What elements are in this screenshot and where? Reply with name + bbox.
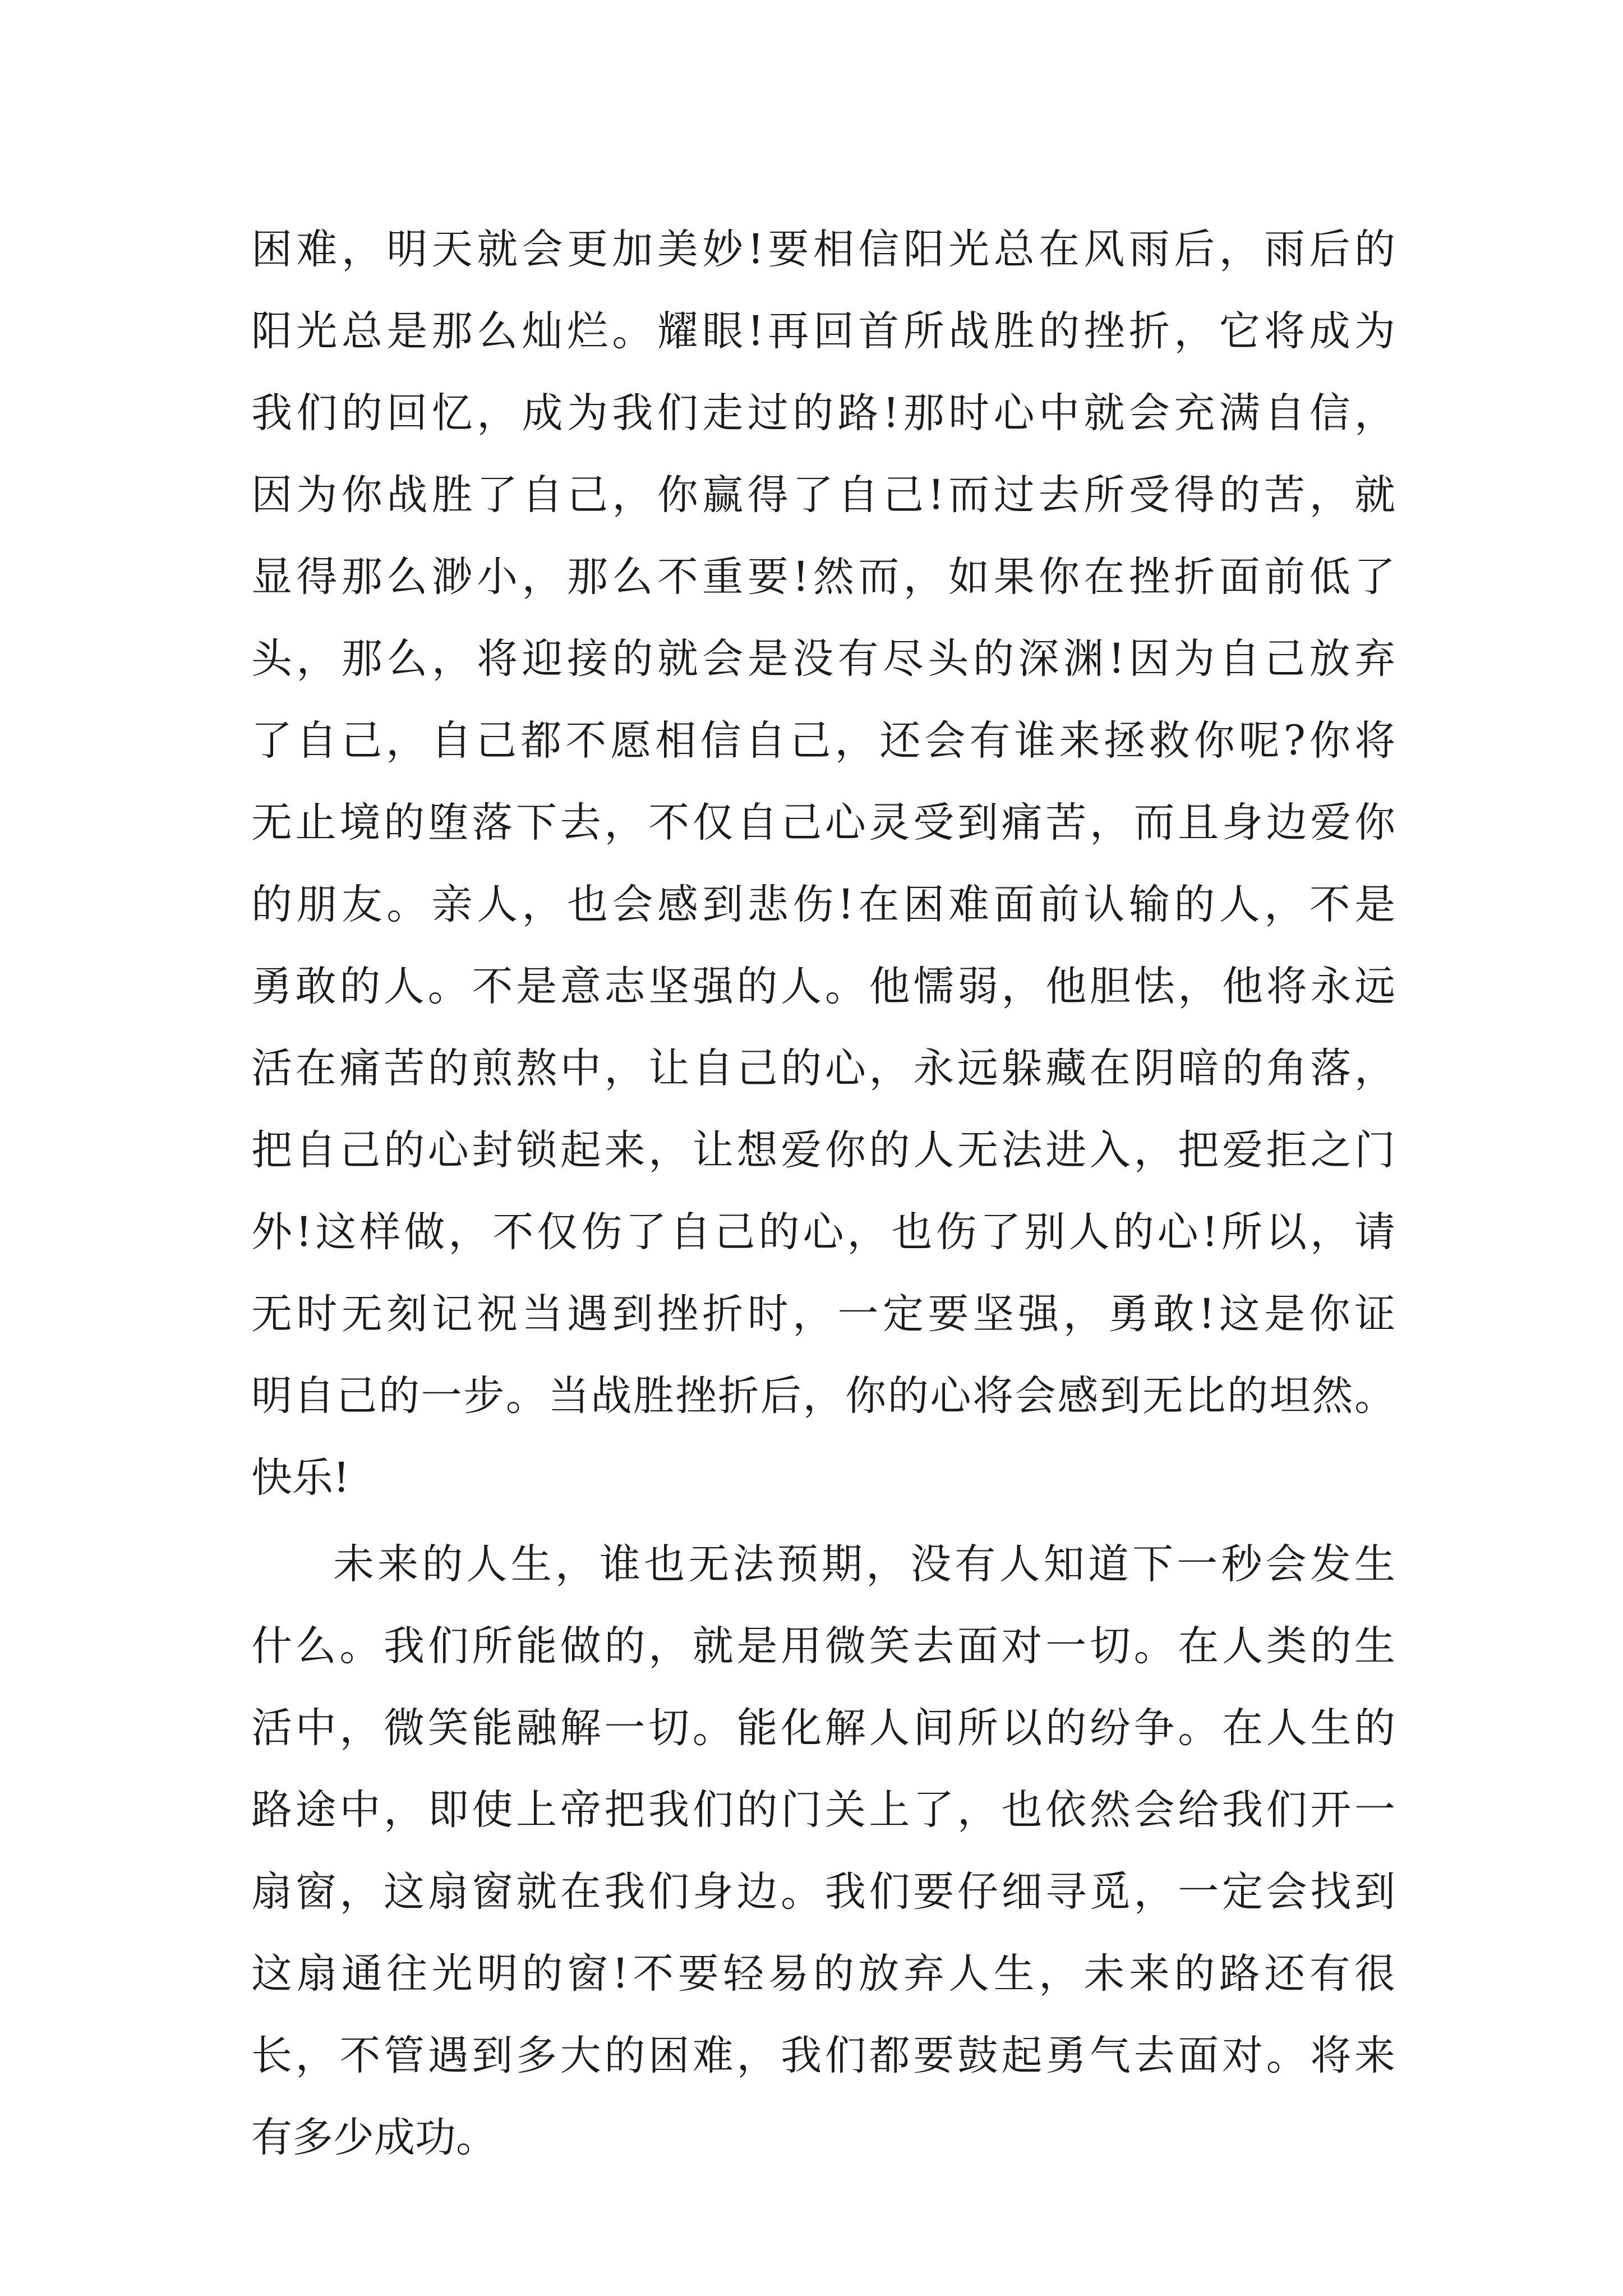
paragraph-line: 路途中，即使上帝把我们的门关上了，也依然会给我们开一 bbox=[251, 1786, 1395, 1834]
paragraph-line: 无时无刻记祝当遇到挫折时，一定要坚强，勇敢!这是你证 bbox=[251, 1290, 1395, 1338]
paragraph-line: 无止境的堕落下去，不仅自己心灵受到痛苦，而且身边爱你 bbox=[251, 799, 1395, 846]
paragraph-line: 活在痛苦的煎熬中，让自己的心，永远躲藏在阴暗的角落， bbox=[251, 1045, 1395, 1092]
paragraph-line: 未来的人生，谁也无法预期，没有人知道下一秒会发生 bbox=[333, 1540, 1395, 1588]
paragraph-line: 这扇通往光明的窗!不要轻易的放弃人生，未来的路还有很 bbox=[251, 1950, 1395, 1998]
paragraph-line: 活中，微笑能融解一切。能化解人间所以的纷争。在人生的 bbox=[251, 1704, 1395, 1752]
paragraph-line: 什么。我们所能做的，就是用微笑去面对一切。在人类的生 bbox=[251, 1622, 1395, 1670]
document-body bbox=[251, 209, 1395, 2179]
paragraph-2 bbox=[251, 1524, 1395, 2179]
paragraph-line: 明自己的一步。当战胜挫折后，你的心将会感到无比的坦然。 bbox=[251, 1372, 1395, 1420]
paragraph-line: 了自己，自己都不愿相信自己，还会有谁来拯救你呢?你将 bbox=[251, 717, 1395, 765]
paragraph-line: 阳光总是那么灿烂。耀眼!再回首所战胜的挫折，它将成为 bbox=[251, 307, 1395, 355]
paragraph-line: 我们的回忆，成为我们走过的路!那时心中就会充满自信， bbox=[251, 389, 1395, 437]
paragraph-line: 勇敢的人。不是意志坚强的人。他懦弱，他胆怯，他将永远 bbox=[251, 963, 1395, 1010]
paragraph-1 bbox=[251, 209, 1395, 1519]
paragraph-line: 外!这样做，不仅伤了自己的心，也伤了别人的心!所以，请 bbox=[251, 1208, 1395, 1256]
paragraph-line: 的朋友。亲人，也会感到悲伤!在困难面前认输的人，不是 bbox=[251, 881, 1395, 928]
paragraph-line: 快乐! bbox=[251, 1454, 350, 1502]
paragraph-line: 头，那么，将迎接的就会是没有尽头的深渊!因为自己放弃 bbox=[251, 635, 1395, 683]
paragraph-gap bbox=[251, 1519, 1395, 1524]
paragraph-line: 长，不管遇到多大的困难，我们都要鼓起勇气去面对。将来 bbox=[251, 2032, 1395, 2079]
paragraph-line: 把自己的心封锁起来，让想爱你的人无法进入，把爱拒之门 bbox=[251, 1126, 1395, 1174]
paragraph-line: 扇窗，这扇窗就在我们身边。我们要仔细寻觅，一定会找到 bbox=[251, 1868, 1395, 1916]
paragraph-line: 困难，明天就会更加美妙!要相信阳光总在风雨后，雨后的 bbox=[251, 226, 1395, 273]
paragraph-line: 显得那么渺小，那么不重要!然而，如果你在挫折面前低了 bbox=[251, 553, 1395, 601]
paragraph-line: 有多少成功。 bbox=[251, 2114, 497, 2161]
paragraph-line: 因为你战胜了自己，你赢得了自己!而过去所受得的苦，就 bbox=[251, 471, 1395, 519]
